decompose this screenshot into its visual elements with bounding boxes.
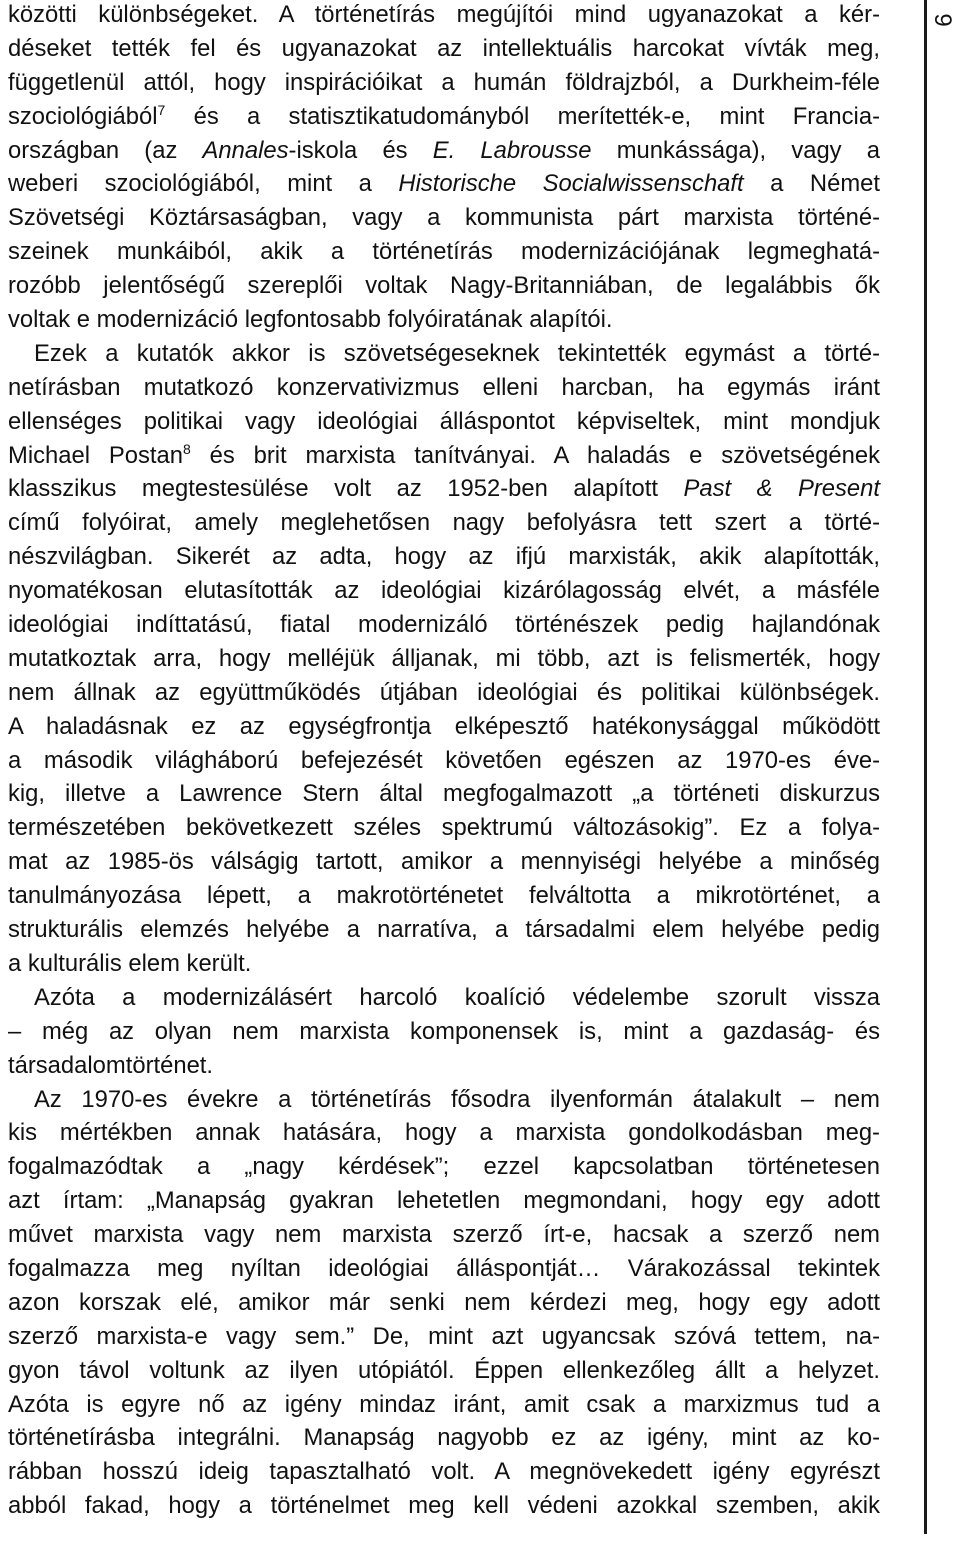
page-number: 9	[929, 13, 956, 27]
text-line: nem állnak az együttműködés útjában ideológiai és politikai különbségek.	[8, 678, 880, 706]
text-run: weberi szociológiából, mint a	[8, 170, 399, 198]
text-line: gyon távol voltunk az ilyen utópiától. Éppen ellenkezőleg állt a helyzet.	[8, 1356, 880, 1384]
text-line: ideológiai indíttatású, fiatal modernizáló történészek pedig hajlandónak	[8, 611, 880, 639]
text-line: azt írtam: „Manapság gyakran lehetetlen megmondani, hogy egy adott	[8, 1187, 880, 1215]
text-line: Ezek a kutatók akkor is szövetségeseknek tekintették egymást a törté-	[34, 339, 880, 367]
text-line: Az 1970-es évekre a történetírás fősodra ilyenformán átalakult – nem	[34, 1085, 880, 1113]
text-line	[8, 167, 880, 201]
text-line: A haladásnak ez az egységfrontja elképesztő hatékonysággal működött	[8, 712, 880, 740]
text-line: netírásban mutatkozó konzervativizmus elleni harcban, ha egymás iránt	[8, 373, 880, 401]
text-line: Azóta is egyre nő az igény mindaz iránt, amit csak a marxizmus tud a	[8, 1390, 880, 1418]
text-line: ellenséges politikai vagy ideológiai álláspontot képviseltek, mint mondjuk	[8, 407, 880, 435]
text-run: klasszikus megtestesülése volt az 1952-ben alapított	[8, 475, 684, 503]
italic-term: Historische Socialwissenschaft	[398, 170, 744, 198]
text-line: a kulturális elem került.	[8, 949, 252, 977]
text-line: természetében bekövetkezett széles spektrumú változásokig”. Ez a folya-	[8, 814, 880, 842]
text-line: a második világháború befejezését követően egészen az 1970-es éve-	[8, 746, 880, 774]
text-run: és brit marxista tanítványai. A haladás e szövetségének	[190, 441, 880, 469]
text-line: fogalmazza meg nyíltan ideológiai álláspontját… Várakozással tekintek	[8, 1254, 880, 1282]
text-run: a Német	[743, 170, 880, 198]
text-line: tanulmányozása lépett, a makrotörténetet felváltotta a mikrotörténet, a	[8, 882, 880, 910]
text-line: kig, illetve a Lawrence Stern által megfogalmazott „a történeti diskurzus	[8, 780, 880, 808]
text-line: szerző marxista-e vagy sem.” De, mint azt ugyancsak szóvá tettem, na-	[8, 1322, 880, 1350]
footnote-ref-8: 8	[182, 440, 191, 457]
text-line	[8, 439, 880, 473]
vertical-rule	[924, 0, 927, 1534]
text-line: déseket tették fel és ugyanazokat az intellektuális harcokat vívták meg,	[8, 34, 880, 62]
footnote-ref-7: 7	[157, 101, 166, 118]
text-line: azon korszak elé, amikor már senki nem kérdezi meg, hogy egy adott	[8, 1288, 880, 1316]
text-line: nészvilágban. Sikerét az adta, hogy az ifjú marxisták, akik alapították,	[8, 543, 880, 571]
text-line: Szövetségi Köztársaságban, vagy a kommunista párt marxista történé-	[8, 204, 880, 232]
text-line: abból fakad, hogy a történelmet meg kell védeni azokkal szemben, akik	[8, 1492, 880, 1520]
text-run: -iskola és	[288, 136, 433, 164]
text-line: rozóbb jelentőségű szereplői voltak Nagy-Britanniában, de legalábbis ők	[8, 272, 880, 300]
italic-term: Past & Present	[683, 475, 880, 503]
text-line: szeinek munkáiból, akik a történetírás modernizációjának legmeghatá-	[8, 238, 880, 266]
text-line: rábban hosszú ideig tapasztalható volt. A megnövekedett igény egyrészt	[8, 1458, 880, 1486]
text-line	[8, 100, 880, 134]
text-run: szociológiából	[8, 102, 158, 130]
italic-term: Annales	[202, 136, 289, 164]
text-line: közötti különbségeket. A történetírás megújítói mind ugyanazokat a kér-	[8, 1, 880, 28]
text-line: strukturális elemzés helyébe a narratíva, a társadalmi elem helyébe pedig	[8, 916, 880, 944]
text-run: munkássága), vagy a	[591, 136, 880, 164]
text-line: mat az 1985-ös válságig tartott, amikor a mennyiségi helyébe a minőség	[8, 848, 880, 876]
text-line: függetlenül attól, hogy inspirációikat a humán földrajzból, a Durkheim-féle	[8, 68, 880, 96]
text-line: kis mértékben annak hatására, hogy a marxista gondolkodásban meg-	[8, 1119, 880, 1147]
text-line: mutatkoztak arra, hogy melléjük álljanak, mi több, azt is felismerték, hogy	[8, 644, 880, 672]
text-line: című folyóirat, amely meglehetősen nagy befolyásra tett szert a törté-	[8, 509, 880, 537]
text-line: művet marxista vagy nem marxista szerző írt-e, hacsak a szerző nem	[8, 1221, 880, 1249]
body-text	[8, 0, 880, 1523]
italic-term: E. Labrousse	[432, 136, 592, 164]
text-line: – még az olyan nem marxista komponensek is, mint a gazdaság- és	[8, 1017, 880, 1045]
text-line: voltak e modernizáció legfontosabb folyóiratának alapítói.	[8, 306, 613, 334]
text-line	[8, 134, 880, 168]
text-line: fogalmazódtak a „nagy kérdések”; ezzel kapcsolatban történetesen	[8, 1153, 880, 1181]
text-line: társadalomtörténet.	[8, 1051, 214, 1079]
text-line: Azóta a modernizálásért harcoló koalíció védelembe szorult vissza	[34, 983, 880, 1011]
text-line	[8, 472, 880, 506]
text-line: nyomatékosan elutasították az ideológiai kizárólagosság elvét, a másféle	[8, 577, 880, 605]
text-line: történetírásba integrálni. Manapság nagyobb ez az igény, mint az ko-	[8, 1424, 880, 1452]
text-run: Michael Postan	[8, 441, 183, 469]
text-run: országban (az	[8, 136, 203, 164]
text-run: és a statisztikatudományból merítették-e, mint Francia-	[165, 102, 880, 130]
